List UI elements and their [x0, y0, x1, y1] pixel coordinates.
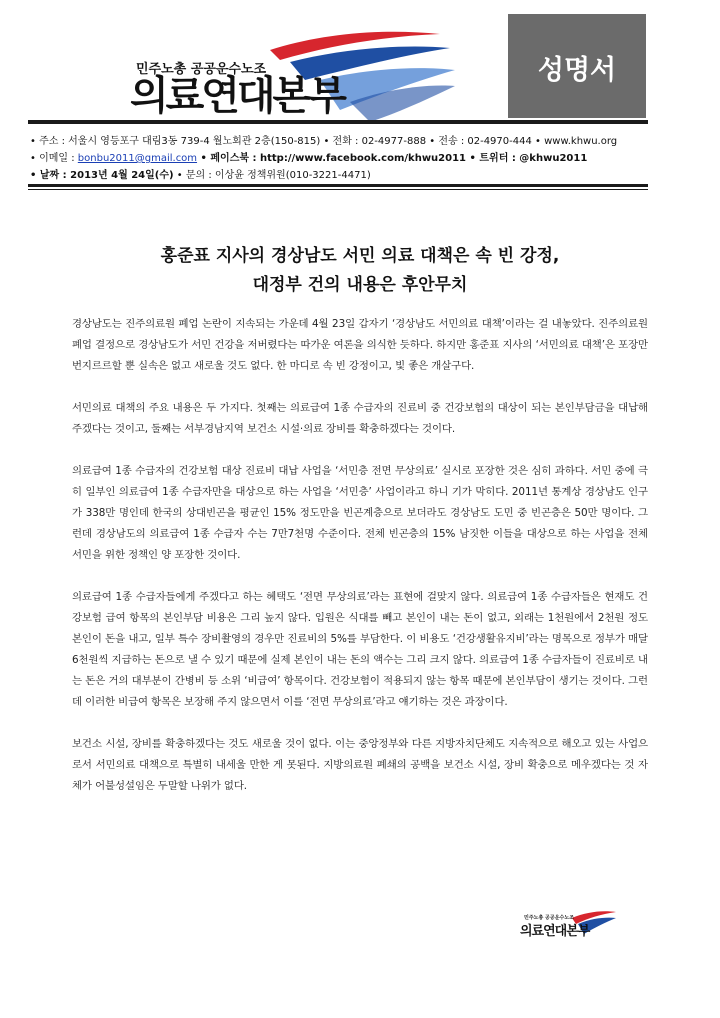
release-date: • 날짜 : 2013년 4월 24일(수) — [30, 170, 174, 181]
footer-logo — [518, 906, 618, 942]
org-sub-name: 민주노총 공공운수노조 — [136, 62, 267, 77]
twitter-handle[interactable]: • 트위터 : @khwu2011 — [466, 153, 588, 164]
paragraph: 경상남도는 진주의료원 폐업 논란이 지속되는 가운데 4월 23일 갑자기 ‘경상남도 서민의료 대책’이라는 걸 내놓았다. 진주의료원 폐업 결정으로 경상남도가 서민 건강을 저버렸다는 따가운 여론을 의식한 듯하다. 하지만 홍준표 지사의 ‘서민의료 대책’은 포장만 번지르르할 뿐 실속은 없고 새로울 것도 없다. 한 마디로 속 빈 강정이고, 빛 좋은 개살구다. — [72, 318, 648, 372]
address-line: • 주소 : 서울시 영등포구 대림3동 739-4 월노회관 2층(150-815) • 전화 : 02-4977-888 • 전송 : 02-4970-444 • www.khwu.org — [30, 136, 618, 147]
facebook-link[interactable]: • 페이스북 : http://www.facebook.com/khwu2011 — [197, 153, 467, 164]
footer-org-main: 의료연대본부 — [520, 924, 590, 939]
footer-org-sub: 민주노총 공공운수노조 — [524, 915, 575, 921]
contact-links-line — [30, 149, 587, 164]
email-link[interactable]: bonbu2011@gmail.com — [77, 153, 198, 164]
inquiry-contact: • 문의 : 이상윤 정책위원(010-3221-4471) — [173, 170, 371, 181]
paragraph: 의료급여 1종 수급자의 건강보험 대상 진료비 대납 사업을 ‘서민층 전면 무상의료’ 실시로 포장한 것은 심히 과하다. 서민 중에 극히 일부인 의료급여 1종 수급자만을 대상으로 하는 사업을 ‘서민층’ 사업이라고 하니 기가 막히다. 2011년 통계상 경상남도 인구가 338만 명인데 한국의 상대빈곤을 평균인 15% 정도만을 빈곤계층으로 보더라도 경상남도 도민 중 빈곤층은 50만 명이다. 그런데 경상남도의 의료급여 1종 수급자 수는 7만7천명 수준이다. 전체 빈곤층의 15% 남짓한 이들을 대상으로 하는 사업을 전체 서민을 위한 정책인 양 포장한 것이다. — [72, 465, 648, 561]
paragraph: 보건소 시설, 장비를 확충하겠다는 것도 새로울 것이 없다. 이는 중앙정부와 다른 지방자치단체도 지속적으로 해오고 있는 사업으로서 서민의료 대책으로 특별히 내세울 만한 게 못된다. 지방의료원 폐쇄의 공백을 보건소 시설, 장비 확충으로 메우겠다는 것 자체가 어불성설임은 두말할 나위가 없다. — [72, 738, 648, 792]
header-divider — [28, 120, 648, 124]
date-line — [30, 166, 371, 181]
doc-type-label: 성명서 — [537, 55, 617, 86]
paragraph: 서민의료 대책의 주요 내용은 두 가지다. 첫째는 의료급여 1종 수급자의 진료비 중 건강보험의 대상이 되는 본인부담금을 대납해주겠다는 것이고, 둘째는 서부경남지역 보건소 시설·의료 장비를 확충하겠다는 것이다. — [72, 402, 648, 435]
email-label: • 이메일 : — [30, 153, 78, 164]
doc-title-line2: 대정부 건의 내용은 후안무치 — [252, 275, 468, 295]
statement-badge — [508, 14, 646, 118]
doc-title-line1: 홍준표 지사의 경상남도 서민 의료 대책은 속 빈 강정, — [160, 246, 560, 266]
header-logo — [120, 14, 460, 124]
org-main-name: 의료연대본부 — [130, 73, 344, 119]
info-divider-thick — [28, 184, 648, 187]
paragraph: 의료급여 1종 수급자들에게 주겠다고 하는 혜택도 ‘전면 무상의료’라는 표현에 걸맞지 않다. 의료급여 1종 수급자들은 현재도 건강보험 급여 항목의 본인부담 비용은 그리 높지 않다. 입원은 식대를 빼고 본인이 내는 돈이 없고, 외래는 1천원에서 2천원 정도 본인이 돈을 내고, 일부 특수 장비촬영의 경우만 진료비의 5%를 부담한다. 이 비용도 ‘건강생활유지비’라는 명목으로 정부가 매달 6천원씩 지급하는 돈으로 낼 수 있기 때문에 실제 본인이 내는 돈의 액수는 그리 크지 않다. 의료급여 1종 수급자들이 진료비로 내는 돈은 거의 대부분이 간병비 등 소위 ‘비급여’ 항목이다. 건강보험이 적용되지 않는 항목 때문에 본인부담이 생기는 것이다. 그런데 이러한 비급여 항목은 보장해 주지 않으면서 이를 ‘전면 무상의료’라고 얘기하는 것은 과장이다. — [72, 591, 648, 708]
info-divider-thin — [28, 189, 648, 190]
doc-body — [72, 314, 648, 818]
